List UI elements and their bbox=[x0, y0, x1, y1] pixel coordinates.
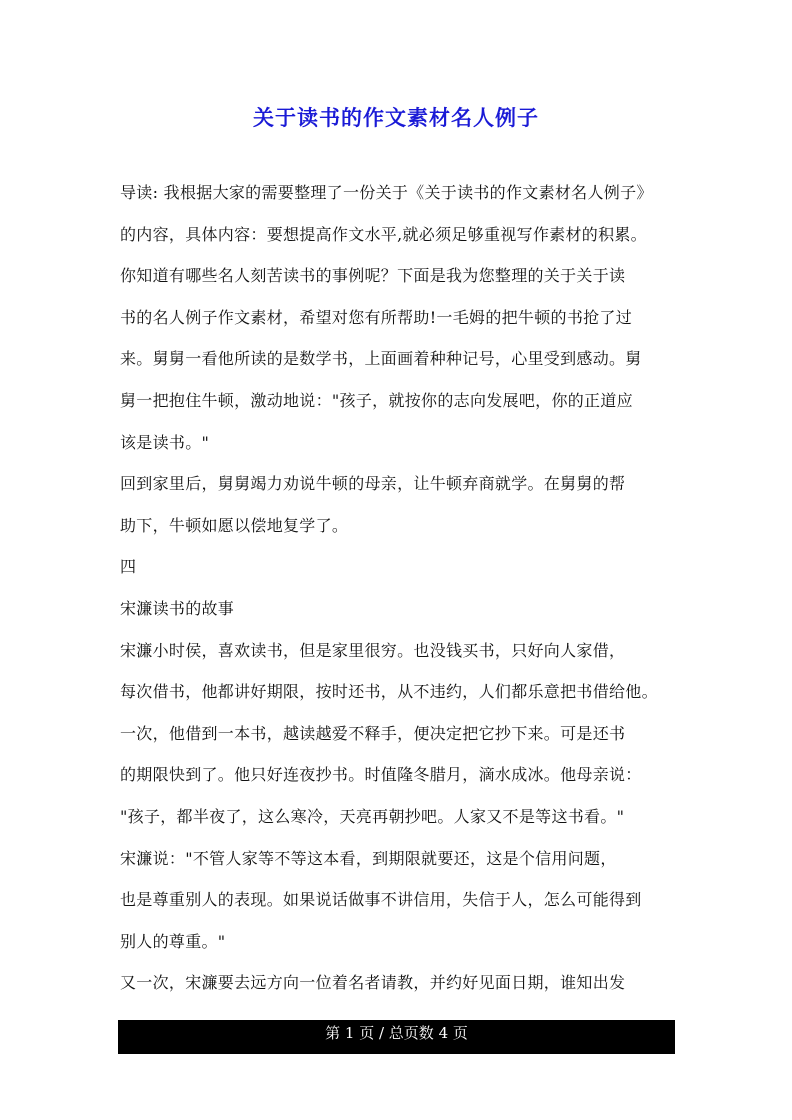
body-line-2: 的内容，具体内容：要想提高作文水平,就必须足够重视写作素材的积累。 bbox=[120, 224, 647, 244]
body-line-6: 舅一把抱住牛顿，激动地说："孩子，就按你的志向发展吧，你的正道应 bbox=[120, 390, 633, 410]
body-line-18: 也是尊重别人的表现。如果说话做事不讲信用，失信于人，怎么可能得到 bbox=[120, 890, 642, 910]
body-line-19: 别人的尊重。" bbox=[120, 931, 226, 951]
body-line-15: 的期限快到了。他只好连夜抄书。时值隆冬腊月，滴水成冰。他母亲说： bbox=[120, 765, 642, 785]
body-line-14: 一次，他借到一本书，越读越爱不释手，便决定把它抄下来。可是还书 bbox=[120, 723, 626, 743]
body-line-12: 宋濂小时侯，喜欢读书，但是家里很穷。也没钱买书，只好向人家借， bbox=[120, 640, 626, 660]
body-line-3: 你知道有哪些名人刻苦读书的事例呢？下面是我为您整理的关于关于读 bbox=[120, 266, 626, 286]
body-line-9: 助下，牛顿如愿以偿地复学了。 bbox=[120, 515, 349, 535]
document-body bbox=[120, 172, 676, 1004]
body-line-16: "孩子，都半夜了，这么寒冷，天亮再朝抄吧。人家又不是等这书看。" bbox=[120, 806, 625, 826]
body-line-17: 宋濂说："不管人家等不等这本看，到期限就要还，这是个信用问题， bbox=[120, 848, 617, 868]
page-number-label: 第 1 页 / 总页数 4 页 bbox=[325, 1024, 468, 1042]
body-line-10: 四 bbox=[120, 557, 137, 577]
page-footer bbox=[118, 1020, 675, 1054]
body-line-5: 来。舅舅一看他所读的是数学书，上面画着种种记号，心里受到感动。舅 bbox=[120, 349, 642, 369]
document-title: 关于读书的作文素材名人例子 bbox=[253, 106, 539, 130]
body-line-8: 回到家里后，舅舅竭力劝说牛顿的母亲，让牛顿弃商就学。在舅舅的帮 bbox=[120, 474, 626, 494]
body-line-7: 该是读书。" bbox=[120, 432, 210, 452]
body-line-13: 每次借书，他都讲好期限，按时还书，从不违约，人们都乐意把书借给他。 bbox=[120, 682, 658, 702]
body-line-4: 书的名人例子作文素材，希望对您有所帮助!一毛姆的把牛顿的书抢了过 bbox=[120, 307, 633, 327]
body-line-20: 又一次，宋濂要去远方向一位着名者请教，并约好见面日期，谁知出发 bbox=[120, 973, 626, 993]
body-line-1: 导读: 我根据大家的需要整理了一份关于《关于读书的作文素材名人例子》 bbox=[120, 183, 653, 202]
body-line-11: 宋濂读书的故事 bbox=[120, 598, 235, 618]
